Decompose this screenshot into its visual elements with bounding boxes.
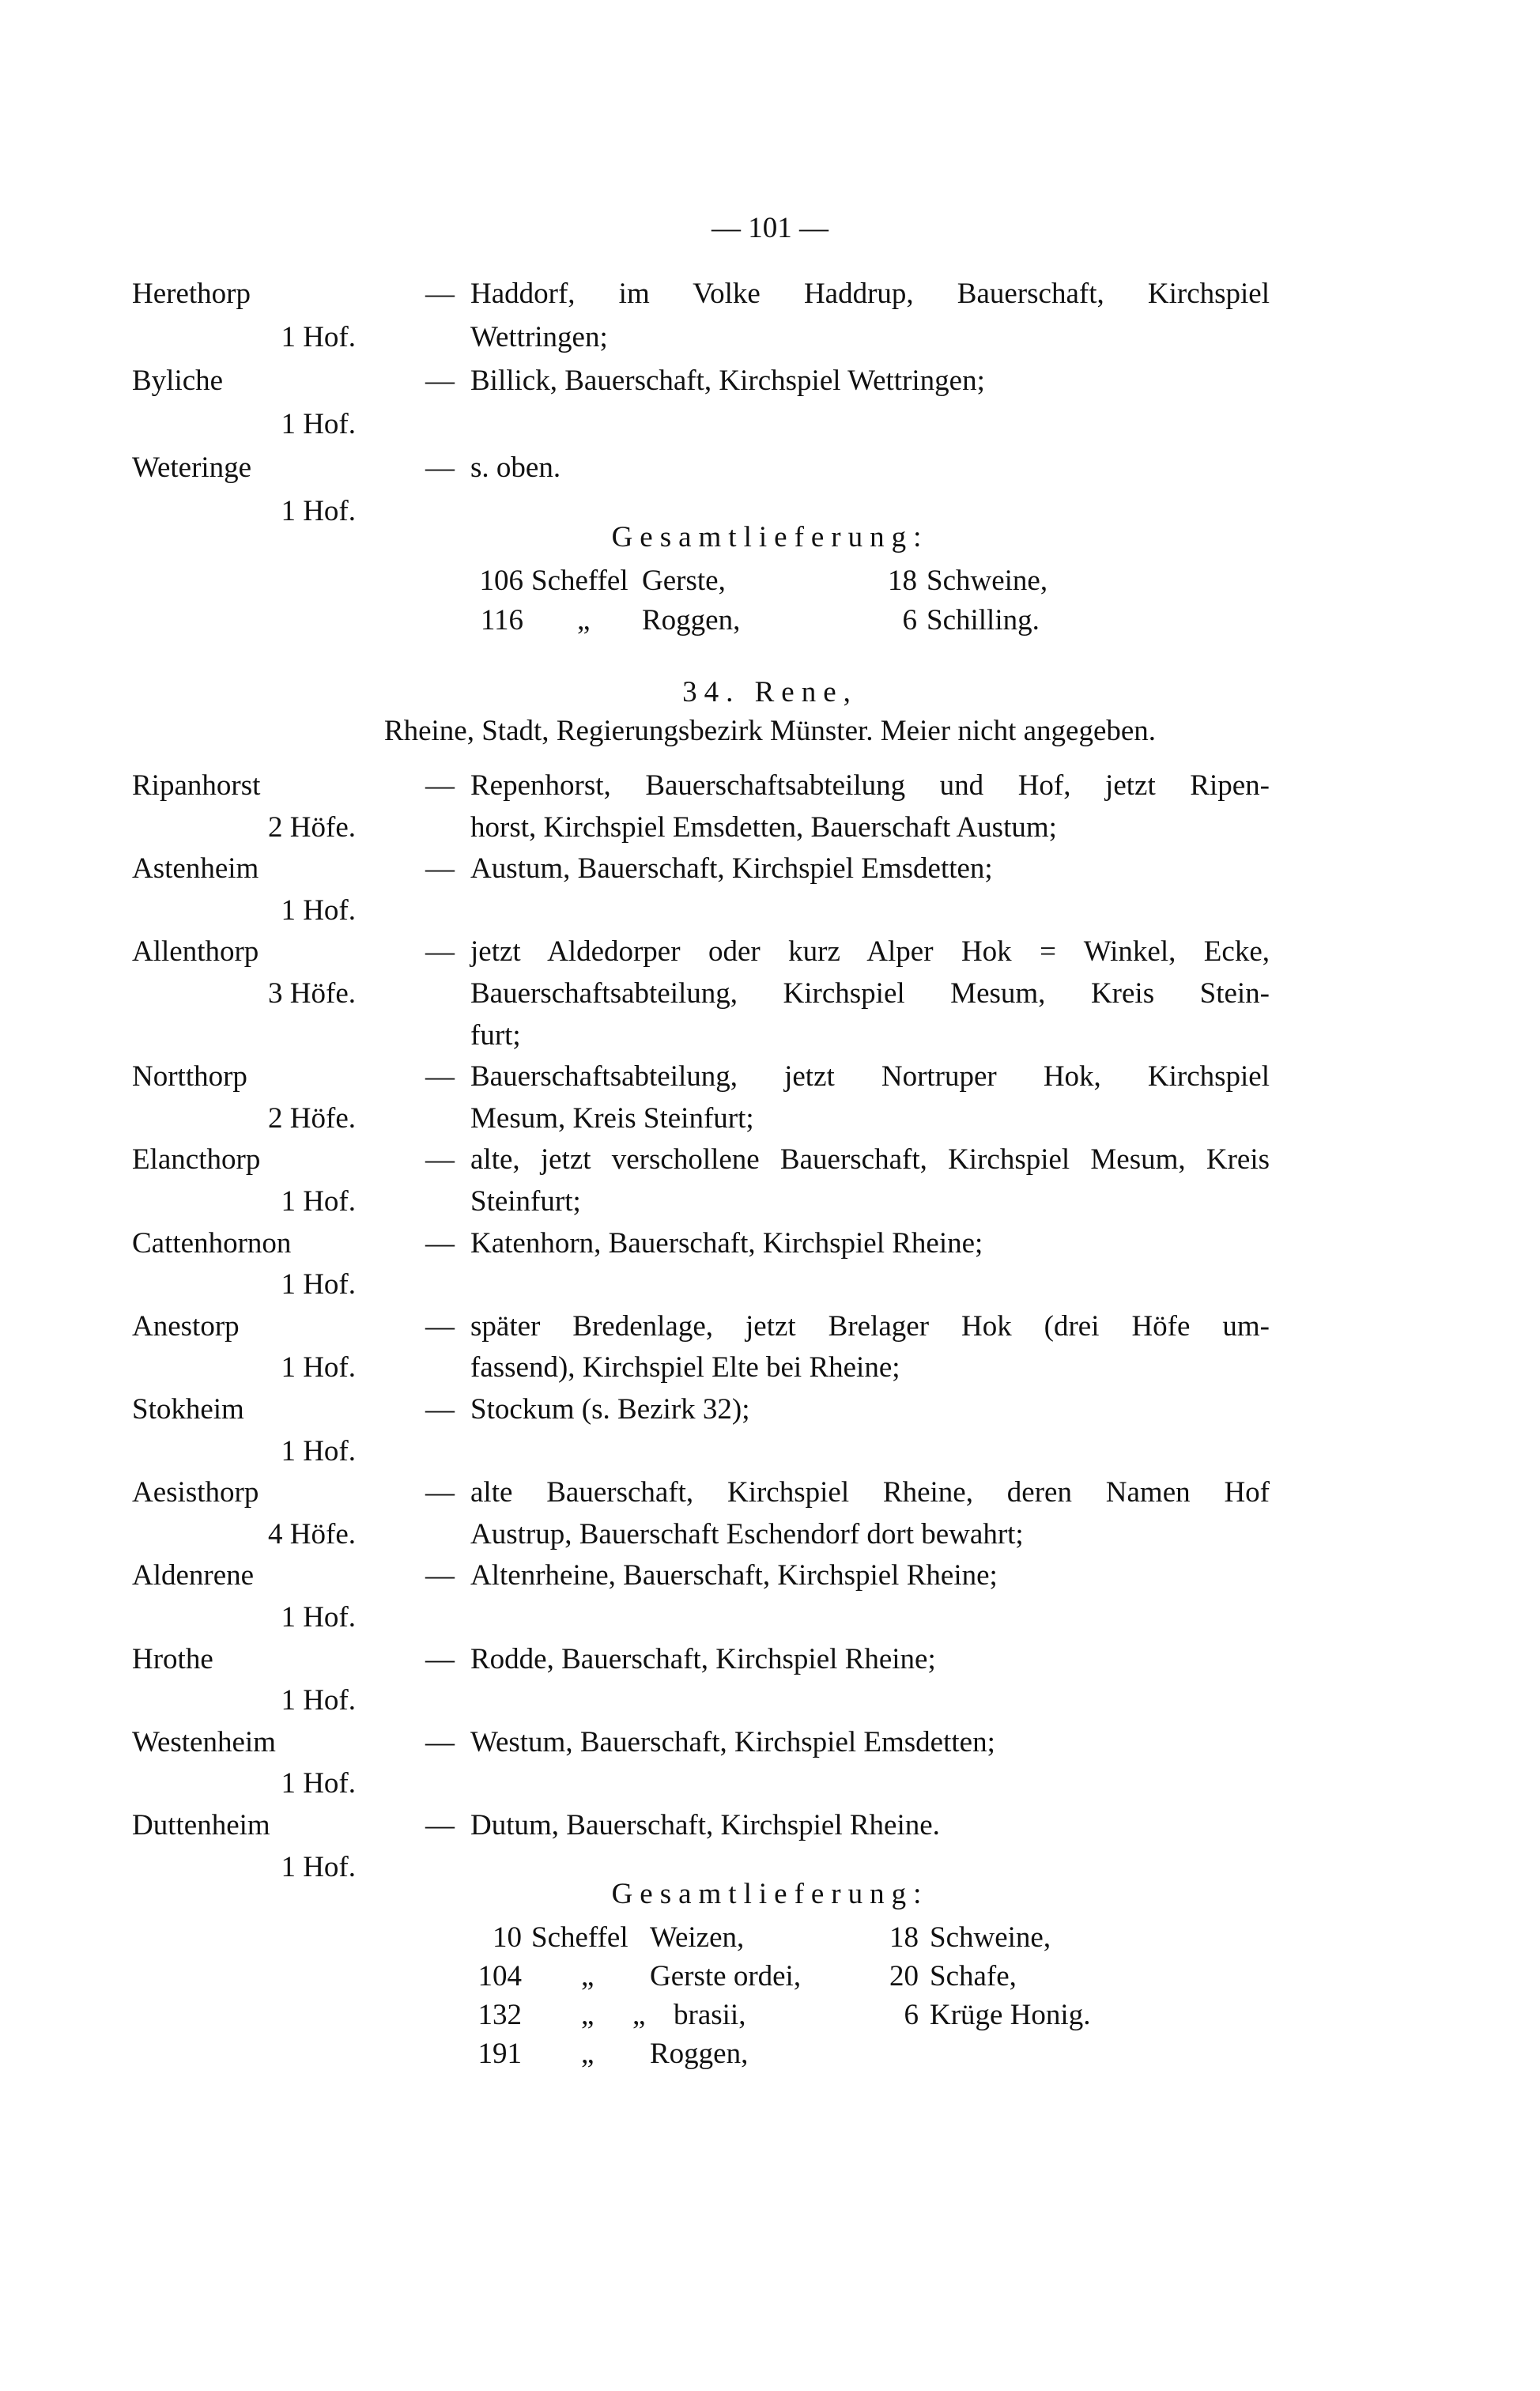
description-line: Katenhorn, Bauerschaft, Kirchspiel Rheine; — [470, 1226, 983, 1260]
quantity-2: 18 — [889, 1921, 919, 1954]
quantity-2: 20 — [889, 1960, 919, 1992]
description-line: furt; — [470, 1018, 521, 1052]
dash: — — [425, 1559, 455, 1592]
dash: — — [425, 1309, 455, 1343]
description-line: Westum, Bauerschaft, Kirchspiel Emsdetten; — [470, 1725, 995, 1758]
description-line: s. oben. — [470, 451, 561, 484]
farm-count: 1 Hof. — [281, 408, 356, 440]
description-line: Bauerschaftsabteilung, Kirchspiel Mesum, Kreis Stein- — [470, 977, 1270, 1010]
dash: — — [425, 852, 455, 886]
description-line: Mesum, Kreis Steinfurt; — [470, 1101, 754, 1135]
item: Weizen, — [650, 1921, 745, 1954]
place-name: Westenheim — [132, 1725, 276, 1758]
dash: — — [425, 278, 455, 310]
description-line: Wettringen; — [470, 321, 608, 353]
description-line: fassend), Kirchspiel Elte bei Rheine; — [470, 1351, 900, 1384]
dash: — — [425, 1725, 455, 1758]
description-line: Steinfurt; — [470, 1185, 581, 1218]
description-line: Stockum (s. Bezirk 32); — [470, 1393, 750, 1426]
dash: — — [425, 1143, 455, 1177]
place-name: Stokheim — [132, 1393, 244, 1426]
ditto-mark: „ — [632, 1999, 646, 2031]
farm-count: 1 Hof. — [281, 321, 356, 353]
farm-count: 2 Höfe. — [268, 1101, 356, 1135]
description-line: Austum, Bauerschaft, Kirchspiel Emsdetten; — [470, 852, 993, 886]
unit: Scheffel — [531, 1921, 628, 1954]
place-name: Ripanhorst — [132, 769, 261, 802]
dash: — — [425, 1642, 455, 1675]
dash: — — [425, 1393, 455, 1426]
dash: — — [425, 1476, 455, 1509]
place-name: Byliche — [132, 365, 224, 397]
place-name: Herethorp — [132, 278, 251, 310]
description-line: Dutum, Bauerschaft, Kirchspiel Rheine. — [470, 1809, 940, 1841]
place-name: Anestorp — [132, 1309, 240, 1343]
dash: — — [425, 451, 455, 484]
item-2: Schweine, — [927, 565, 1048, 597]
description-line: Austrup, Bauerschaft Eschendorf dort bewahrt; — [470, 1517, 1024, 1551]
item: Gerste ordei, — [650, 1960, 802, 1992]
farm-count: 1 Hof. — [281, 1185, 356, 1218]
section-heading: 34. Rene, — [682, 676, 858, 708]
description-line: horst, Kirchspiel Emsdetten, Bauerschaft Austum; — [470, 810, 1057, 844]
place-name: Hrothe — [132, 1642, 213, 1675]
item: Roggen, — [650, 2038, 749, 2070]
item-2: Schweine, — [930, 1921, 1051, 1954]
unit: „ — [581, 2038, 594, 2070]
quantity-2: 6 — [904, 1999, 919, 2031]
description-line: Repenhorst, Bauerschaftsabteilung und Hof, jetzt Ripen- — [470, 769, 1270, 802]
unit: „ — [581, 1960, 594, 1992]
place-name: Duttenheim — [132, 1809, 270, 1841]
item-2: Schilling. — [927, 604, 1040, 636]
description-line: jetzt Aldedorper oder kurz Alper Hok = Winkel, Ecke, — [470, 935, 1270, 969]
section-subheading: Rheine, Stadt, Regierungsbezirk Münster. Meier nicht angegeben. — [383, 715, 1157, 747]
dash: — — [425, 1060, 455, 1094]
quantity: 132 — [477, 1999, 522, 2031]
description-line: Bauerschaftsabteilung, jetzt Nortruper Hok, Kirchspiel — [470, 1060, 1270, 1094]
place-name: Cattenhornon — [132, 1226, 292, 1260]
page-number: — 101 — — [711, 212, 829, 244]
quantity: 10 — [493, 1921, 522, 1954]
description-line: Billick, Bauerschaft, Kirchspiel Wettringen; — [470, 365, 985, 397]
item: Gerste, — [642, 565, 726, 597]
farm-count: 1 Hof. — [281, 1351, 356, 1384]
description-line: Rodde, Bauerschaft, Kirchspiel Rheine; — [470, 1642, 936, 1675]
quantity: 191 — [477, 2038, 522, 2070]
farm-count: 1 Hof. — [281, 1601, 356, 1634]
farm-count: 4 Höfe. — [268, 1517, 356, 1551]
totals-heading: Gesamtlieferung: — [611, 1878, 929, 1910]
unit: Scheffel — [531, 565, 628, 597]
dash: — — [425, 1226, 455, 1260]
dash: — — [425, 935, 455, 969]
item-2: Schafe, — [930, 1960, 1017, 1992]
farm-count: 1 Hof. — [281, 1684, 356, 1717]
item: brasii, — [674, 1999, 746, 2031]
quantity: 116 — [480, 604, 523, 636]
farm-count: 1 Hof. — [281, 1268, 356, 1301]
unit: „ — [581, 1999, 594, 2031]
farm-count: 1 Hof. — [281, 1434, 356, 1467]
farm-count: 1 Hof. — [281, 1767, 356, 1800]
place-name: Aldenrene — [132, 1559, 255, 1592]
totals-heading: Gesamtlieferung: — [611, 521, 929, 553]
farm-count: 1 Hof. — [281, 495, 356, 527]
description-line: Altenrheine, Bauerschaft, Kirchspiel Rheine; — [470, 1559, 998, 1592]
quantity: 106 — [479, 565, 523, 597]
farm-count: 2 Höfe. — [268, 810, 356, 844]
place-name: Nortthorp — [132, 1060, 247, 1094]
item-2: Krüge Honig. — [930, 1999, 1091, 2031]
place-name: Aesisthorp — [132, 1476, 259, 1509]
quantity: 104 — [477, 1960, 522, 1992]
description-line: alte Bauerschaft, Kirchspiel Rheine, deren Namen Hof — [470, 1476, 1270, 1509]
farm-count: 3 Höfe. — [268, 977, 356, 1010]
item: Roggen, — [642, 604, 741, 636]
farm-count: 1 Hof. — [281, 893, 356, 927]
unit: „ — [577, 604, 591, 636]
quantity-2: 18 — [888, 565, 917, 597]
dash: — — [425, 1809, 455, 1841]
description-line: Haddorf, im Volke Haddrup, Bauerschaft, Kirchspiel — [470, 278, 1270, 310]
place-name: Allenthorp — [132, 935, 259, 969]
description-line: alte, jetzt verschollene Bauerschaft, Kirchspiel Mesum, Kreis — [470, 1143, 1270, 1177]
dash: — — [425, 769, 455, 802]
place-name: Elancthorp — [132, 1143, 261, 1177]
description-line: später Bredenlage, jetzt Brelager Hok (drei Höfe um- — [470, 1309, 1270, 1343]
place-name: Weteringe — [132, 451, 252, 484]
dash: — — [425, 365, 455, 397]
quantity-2: 6 — [902, 604, 917, 636]
farm-count: 1 Hof. — [281, 1850, 356, 1883]
place-name: Astenheim — [132, 852, 259, 886]
